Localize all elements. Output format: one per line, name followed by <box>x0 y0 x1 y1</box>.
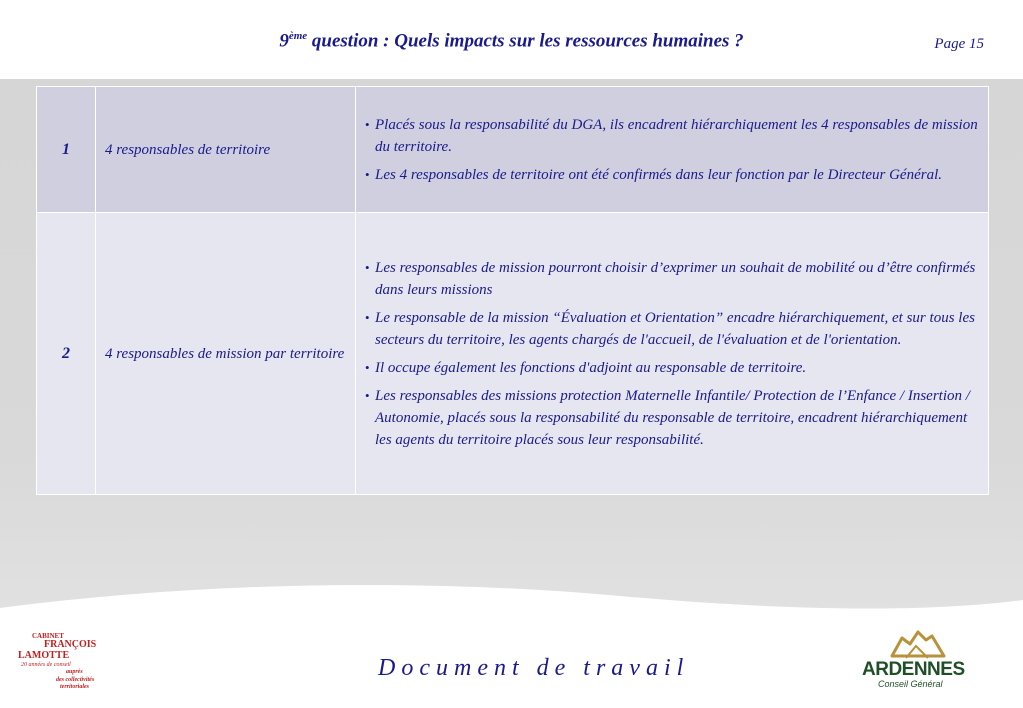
title-text: question : Quels impacts sur les ressources humaines ? <box>307 30 744 52</box>
row-label: 4 responsables de territoire <box>96 87 356 213</box>
slide-header <box>0 0 1023 79</box>
bullet-item: • Placés sous la responsabilité du DGA, ils encadrent hiérarchiquement les 4 responsables de mission du territoire. <box>365 114 979 158</box>
title-number: 9 <box>279 30 289 52</box>
table-row <box>37 213 989 495</box>
responsibilities-table <box>36 86 989 495</box>
bullet-item: • Les responsables de mission pourront choisir d’exprimer un souhait de mobilité ou d’être confirmés dans leurs missions <box>365 257 979 301</box>
row-number: 1 <box>37 87 96 213</box>
bullet-list <box>365 257 979 451</box>
row-description <box>356 87 989 213</box>
ardennes-logo <box>858 626 976 692</box>
logo-text: territoriales <box>60 684 90 690</box>
table-row <box>37 87 989 213</box>
row-number: 2 <box>37 213 96 495</box>
slide-title <box>0 30 1023 52</box>
ardennes-name: ARDENNES <box>862 659 965 680</box>
ardennes-subtitle: Conseil Général <box>878 679 943 689</box>
logo-text: 20 années de conseil <box>21 662 71 668</box>
bullet-item: • Le responsable de la mission “Évaluation et Orientation” encadre hiérarchiquement, et sur tous les secteurs du territoire, les agents chargés de l'accueil, de l'évaluation et de l'orientation. <box>365 307 979 351</box>
bullet-item: • Les responsables des missions protection Maternelle Infantile/ Protection de l’Enfance / Insertion / Autonomie, placés sous la responsabilité du responsable de territoire, encadrent hiérarchiquement les agents du territoire placés sous leur responsabilité. <box>365 385 979 451</box>
bullet-item: • Les 4 responsables de territoire ont été confirmés dans leur fonction par le Directeur Général. <box>365 164 979 186</box>
logo-text: des collectivités <box>56 677 95 683</box>
title-superscript: ème <box>288 30 308 42</box>
logo-text: CABINET <box>32 632 64 640</box>
row-description <box>356 213 989 495</box>
page-number: Page 15 <box>934 36 984 52</box>
bullet-list <box>365 114 979 186</box>
logo-text: LAMOTTE <box>18 650 70 661</box>
logo-text: FRANÇOIS <box>44 639 97 650</box>
cabinet-lamotte-logo <box>18 633 118 695</box>
logo-text: auprès <box>66 669 83 675</box>
boar-emblem-icon <box>888 628 948 662</box>
row-label: 4 responsables de mission par territoire <box>96 213 356 495</box>
bullet-item: • Il occupe également les fonctions d'adjoint au responsable de territoire. <box>365 357 979 379</box>
document-label: Document de travail <box>378 655 690 681</box>
